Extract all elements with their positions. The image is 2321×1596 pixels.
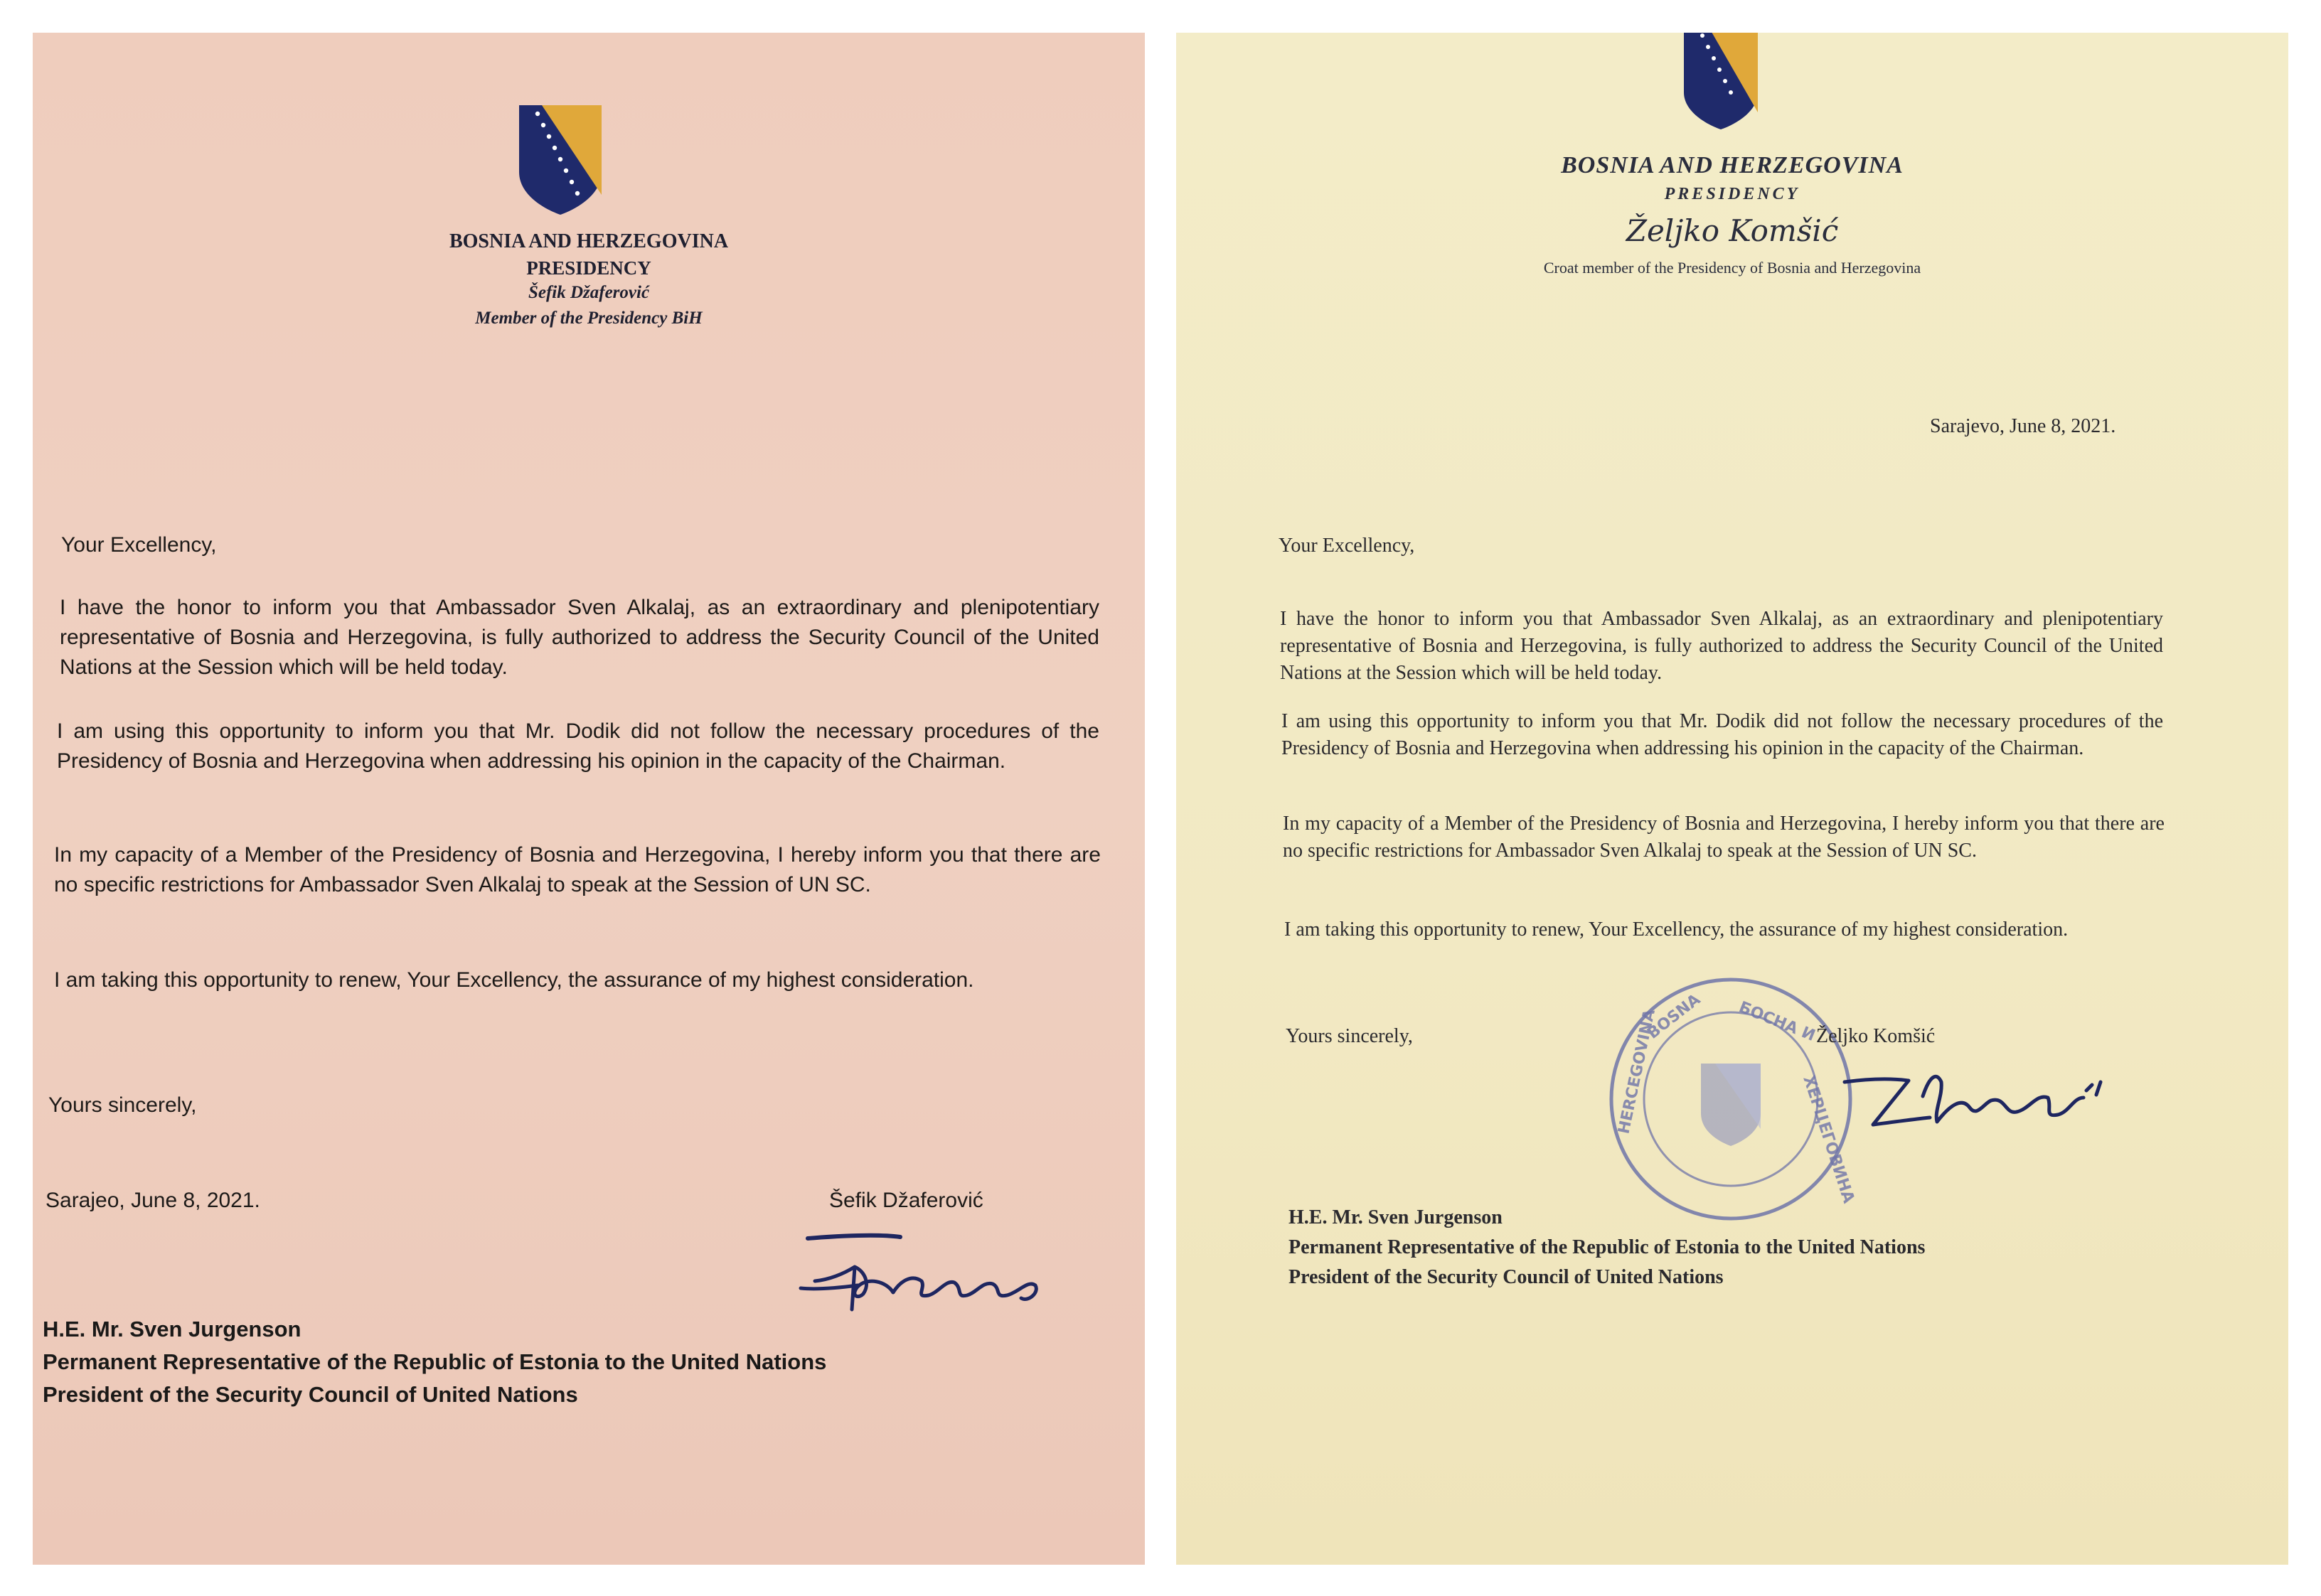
signature [786,1224,1071,1327]
paragraph-authorization: I have the honor to inform you that Ambassador Sven Alkalaj, as an extraordinary and plenipotentiary representative of Bosnia and Herzegovina, is fully authorized to address the Security Council of the United Nations at the Session which will be held today. [1280,608,2163,684]
paragraph-restrictions: In my capacity of a Member of the Presidency of Bosnia and Herzegovina, I hereby inform you that there are no specific restrictions for Ambassador Sven Alkalaj to speak at the Session of UN SC. [1283,813,2165,862]
signatory-name: Željko Komšić [1816,1025,1936,1047]
salutation: Your Excellency, [61,533,217,557]
svg-text:BOSNA: BOSNA [1644,990,1704,1043]
place-date: Sarajevo, June 8, 2021. [1930,415,2116,437]
svg-text:ХЕРЦЕГОВИНА: ХЕРЦЕГОВИНА [1799,1073,1857,1206]
paragraph-restrictions: In my capacity of a Member of the Presidency of Bosnia and Herzegovina, I hereby inform you that there are no specific restrictions for Ambassador Sven Alkalaj to speak at the Session of UN SC. [54,843,1101,896]
header-country: BOSNIA AND HERZEGOVINA [449,230,729,252]
signature [1830,1054,2129,1150]
paragraph-consideration: I am taking this opportunity to renew, Your Excellency, the assurance of my highest consideration. [54,968,974,992]
header-office: PRESIDENCY [526,257,651,279]
header-member-title: Member of the Presidency BiH [475,309,703,328]
letter-dzaferovic [33,33,1145,1565]
signatory-name: Šefik Džaferović [829,1189,983,1212]
header-member-name: Šefik Džaferović [528,283,650,302]
closing: Yours sincerely, [1286,1025,1413,1047]
header-country: BOSNIA AND HERZEGOVINA [1561,152,1904,178]
paragraph-consideration: I am taking this opportunity to renew, Your Excellency, the assurance of my highest consideration. [1284,918,2069,941]
paragraph-procedures: I am using this opportunity to inform you that Mr. Dodik did not follow the necessary procedures of the Presidency of Bosnia and Herzegovina when addressing his opinion in the capacity of the Chairman. [1281,710,2163,759]
header-member-name: Željko Komšić [1626,213,1839,248]
recipient-name: H.E. Mr. Sven Jurgenson [43,1317,302,1341]
closing: Yours sincerely, [48,1093,197,1117]
place-date: Sarajeo, June 8, 2021. [46,1189,260,1212]
paragraph-authorization: I have the honor to inform you that Ambassador Sven Alkalaj, as an extraordinary and plenipotentiary representative of Bosnia and Herzegovina, is fully authorized to address the Security Council of the United Nations at the Session which will be held today. [60,596,1099,679]
recipient-name: H.E. Mr. Sven Jurgenson [1288,1206,1503,1228]
header-office: PRESIDENCY [1664,185,1800,203]
paragraph-procedures: I am using this opportunity to inform you that Mr. Dodik did not follow the necessary procedures of the Presidency of Bosnia and Herzegovina when addressing his opinion in the capacity of the Chairman. [57,719,1099,773]
official-stamp [1603,971,1859,1231]
bih-coat-of-arms-icon [516,104,604,216]
bih-coat-of-arms-icon [1681,33,1761,131]
recipient-position: Permanent Representative of the Republic of Estonia to the United Nations [43,1349,827,1374]
letter-komsic [1176,33,2288,1565]
svg-text:HERCEGOVINA: HERCEGOVINA [1615,1007,1659,1136]
salutation: Your Excellency, [1279,535,1415,557]
recipient-role: President of the Security Council of United Nations [1288,1266,1724,1288]
header-member-title: Croat member of the Presidency of Bosnia and Herzegovina [1543,259,1921,277]
recipient-role: President of the Security Council of United Nations [43,1382,578,1407]
svg-text:БОСНА И: БОСНА И [1736,998,1818,1045]
recipient-position: Permanent Representative of the Republic of Estonia to the United Nations [1288,1236,1926,1258]
